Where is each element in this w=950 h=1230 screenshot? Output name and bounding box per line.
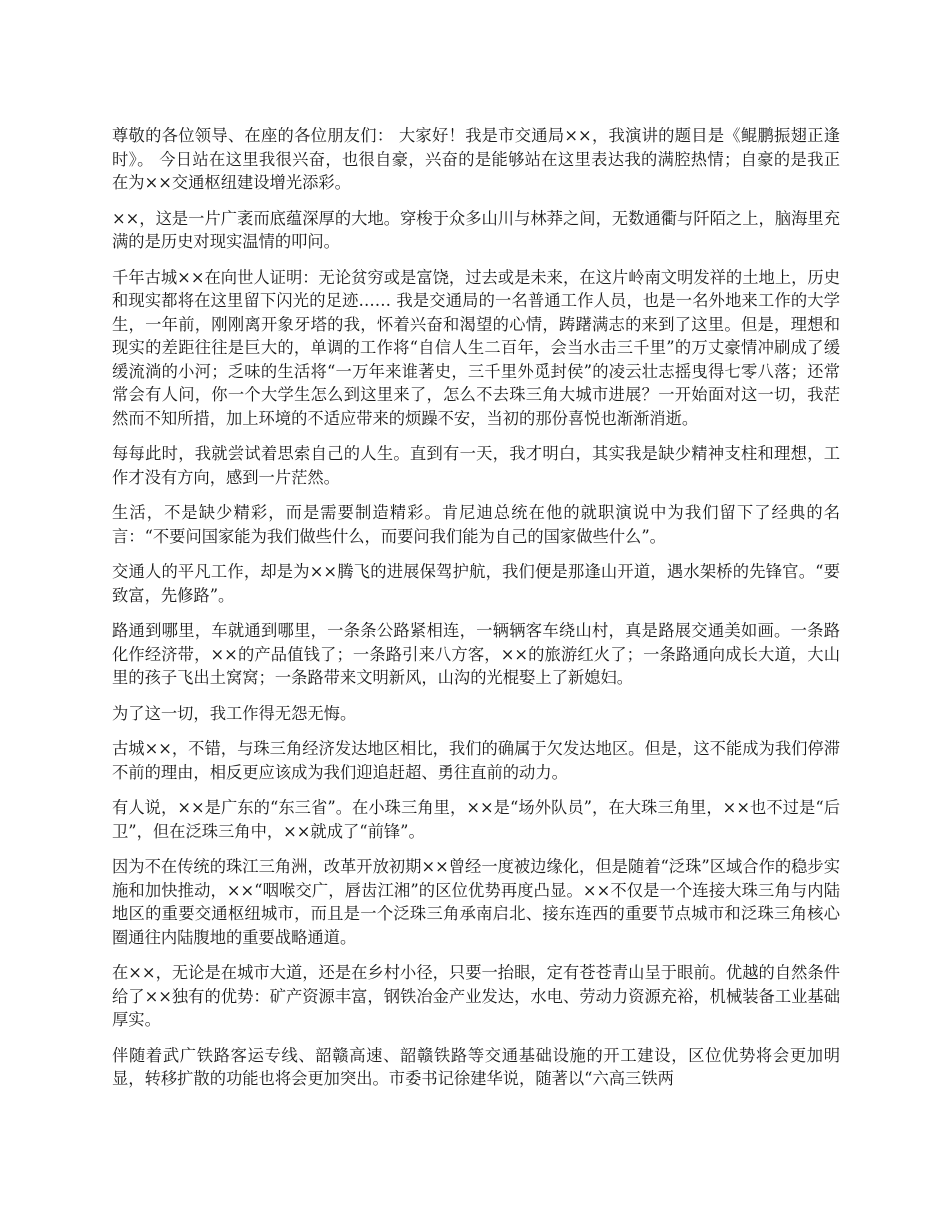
paragraph-1: 尊敬的各位领导、在座的各位朋友们： 大家好！我是市交通局××，我演讲的题目是《鲲鹏振翅正逢时》。 今日站在这里我很兴奋，也很自豪，兴奋的是能够站在这里表达我的满腔热情；自豪的是我正在为××交通枢纽建设增光添彩。 (112, 126, 840, 192)
document-body (112, 124, 840, 1103)
paragraph-3: 千年古城××在向世人证明：无论贫穷或是富饶，过去或是未来，在这片岭南文明发祥的土地上，历史和现实都将在这里留下闪光的足迹…… 我是交通局的一名普通工作人员，也是一名外地来工作的大学生，一年前，刚刚离开象牙塔的我，怀着兴奋和渴望的心情，踌躇满志的来到了这里。但是，理想和现实的差距往往是巨大的，单调的工作将“自信人生二百年，会当水击三千里”的万丈豪情冲刷成了缓缓流淌的小河；乏味的生活将“一万年来谁著史，三千里外觅封侯”的凌云壮志摇曳得七零八落；还常常会有人问，你一个大学生怎么到这里来了，怎么不去珠三角大城市进展？一开始面对这一切，我茫然而不知所措，加上环境的不适应带来的烦躁不安，当初的那份喜悦也渐渐消逝。 (112, 267, 840, 428)
paragraph-9: 古城××，不错，与珠三角经济发达地区相比，我们的确属于欠发达地区。但是，这不能成为我们停滞不前的理由，相反更应该成为我们迎追赶超、勇往直前的动力。 (112, 739, 840, 782)
paragraph-5: 生活，不是缺少精彩，而是需要制造精彩。肯尼迪总统在他的就职演说中为我们留下了经典的名言：“不要问国家能为我们做些什么，而要问我们能为自己的国家做些什么”。 (112, 503, 840, 546)
paragraph-12: 在××，无论是在城市大道，还是在乡村小径，只要一抬眼，定有苍苍青山呈于眼前。优越的自然条件给了××独有的优势：矿产资源丰富，钢铁冶金产业发达，水电、劳动力资源充裕，机械装备工业基础厚实。 (112, 963, 840, 1029)
paragraph-2: ××，这是一片广袤而底蕴深厚的大地。穿梭于众多山川与林莽之间，无数通衢与阡陌之上，脑海里充满的是历史对现实温情的叩问。 (112, 208, 840, 251)
paragraph-10: 有人说，××是广东的“东三省”。在小珠三角里，××是“场外队员”，在大珠三角里，××也不过是“后卫”，但在泛珠三角中，××就成了“前锋”。 (112, 798, 840, 841)
paragraph-13: 伴随着武广铁路客运专线、韶赣高速、韶赣铁路等交通基础设施的开工建设，区位优势将会更加明显，转移扩散的功能也将会更加突出。市委书记徐建华说，随著以“六高三铁两 (112, 1045, 840, 1088)
paragraph-7: 路通到哪里，车就通到哪里，一条条公路紧相连，一辆辆客车绕山村，真是路展交通美如画。一条路化作经济带，××的产品值钱了；一条路引来八方客，××的旅游红火了；一条路通向成长大道，大山里的孩子飞出土窝窝；一条路带来文明新风，山沟的光棍娶上了新媳妇。 (112, 621, 840, 687)
paragraph-4: 每每此时，我就尝试着思索自己的人生。直到有一天，我才明白，其实我是缺少精神支柱和理想，工作才没有方向，感到一片茫然。 (112, 444, 840, 487)
paragraph-6: 交通人的平凡工作，却是为××腾飞的进展保驾护航，我们便是那逢山开道，遇水架桥的先锋官。“要致富，先修路”。 (112, 562, 840, 605)
paragraph-8: 为了这一切，我工作得无怨无悔。 (112, 703, 357, 723)
paragraph-11: 因为不在传统的珠江三角洲，改革开放初期××曾经一度被边缘化，但是随着“泛珠”区域合作的稳步实施和加快推动，××“咽喉交广，唇齿江湘”的区位优势再度凸显。××不仅是一个连接大珠三角与内陆地区的重要交通枢纽城市，而且是一个泛珠三角承南启北、接东连西的重要节点城市和泛珠三角核心圈通往内陆腹地的重要战略通道。 (112, 857, 840, 947)
